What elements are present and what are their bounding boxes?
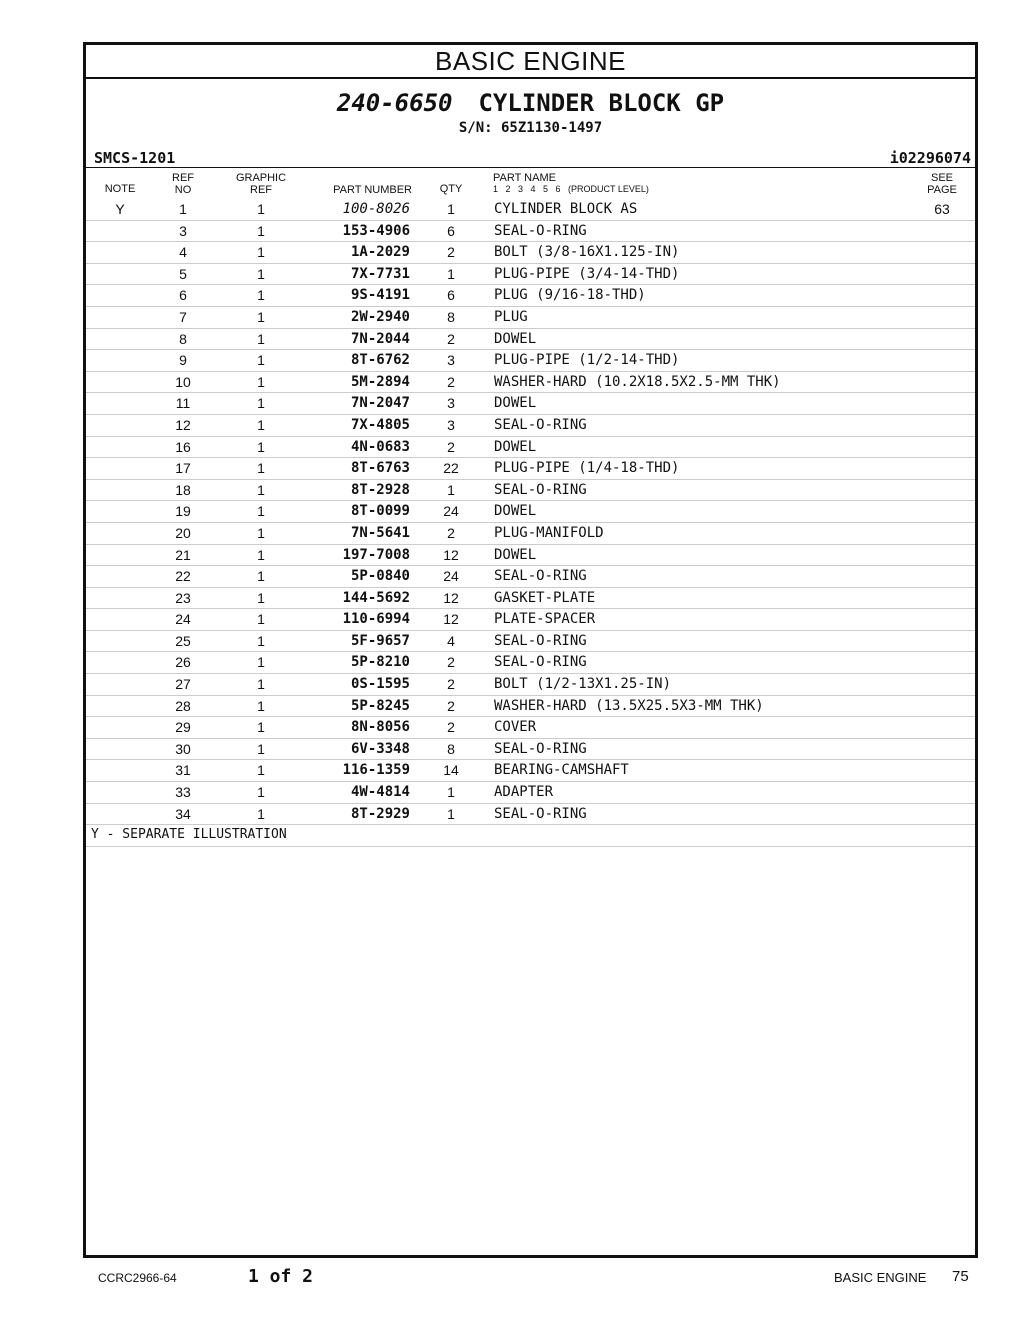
ref-no-cell: 26 [175,654,191,671]
graphic-ref-cell: 1 [257,287,265,304]
part-name-cell: DOWEL [494,503,537,520]
part-number-cell: 8T-2929 [350,805,410,822]
group-name: CYLINDER BLOCK GP [478,89,725,117]
col-ref-bottom: NO [174,184,192,196]
ref-no-cell: 21 [175,546,191,563]
ref-no-cell: 8 [179,330,187,347]
part-name-cell: SEAL-O-RING [494,740,587,757]
col-qty: QTY [439,183,463,195]
qty-cell: 2 [447,719,455,736]
qty-cell: 8 [447,740,455,757]
graphic-ref-cell: 1 [257,740,265,757]
part-number-cell: 2W-2940 [350,308,410,325]
part-name-cell: CYLINDER BLOCK AS [494,201,638,217]
ref-no-cell: 7 [179,308,187,325]
qty-cell: 24 [443,568,459,585]
table-row [86,458,975,480]
part-name-cell: BOLT (3/8-16X1.125-IN) [494,244,680,261]
graphic-ref-cell: 1 [257,416,265,433]
part-name-cell: DOWEL [494,438,537,455]
graphic-ref-cell: 1 [257,330,265,347]
graphic-ref-cell: 1 [257,460,265,477]
ref-no-cell: 4 [179,244,187,261]
ref-no-cell: 16 [175,438,191,455]
part-name-cell: SEAL-O-RING [494,654,587,671]
qty-cell: 22 [443,460,459,477]
table-row [86,588,975,610]
table-row [86,221,975,243]
ref-no-cell: 6 [179,287,187,304]
part-number-cell: 7X-4805 [350,416,410,433]
ref-no-cell: 17 [175,460,191,477]
smcs-code: SMCS-1201 [94,149,176,167]
qty-cell: 12 [443,589,459,606]
table-row [86,545,975,567]
col-graphic-bottom: REF [250,184,272,196]
table-row [86,285,975,307]
graphic-ref-cell: 1 [257,352,265,369]
ref-no-cell: 22 [175,568,191,585]
part-name-cell: PLUG-MANIFOLD [494,524,604,541]
part-number-cell: 153-4906 [342,222,410,239]
col-part-number: PART NUMBER [333,184,412,196]
part-number-cell: 9S-4191 [350,287,410,304]
part-number-cell: 197-7008 [342,546,410,563]
section-title: BASIC ENGINE [86,45,975,79]
qty-cell: 2 [447,654,455,671]
graphic-ref-cell: 1 [257,244,265,261]
table-row [86,696,975,718]
part-name-cell: PLUG-PIPE (3/4-14-THD) [494,265,680,282]
graphic-ref-cell: 1 [257,373,265,390]
col-part-name: PART NAME [493,172,556,184]
doc-code: CCRC2966-64 [98,1271,177,1285]
part-number-cell: 8T-0099 [350,503,410,520]
qty-cell: 2 [447,524,455,541]
table-row [86,523,975,545]
part-name-cell: GASKET-PLATE [494,589,596,606]
table-row [86,372,975,394]
table-row [86,199,975,221]
graphic-ref-cell: 1 [257,611,265,628]
part-name-cell: COVER [494,719,537,736]
note-legend: Y - SEPARATE ILLUSTRATION [86,825,975,847]
part-name-cell: WASHER-HARD (10.2X18.5X2.5-MM THK) [494,373,781,390]
graphic-ref-cell: 1 [257,201,265,217]
part-name-cell: PLUG-PIPE (1/4-18-THD) [494,460,680,477]
part-number-cell: 8T-6763 [350,460,410,477]
qty-cell: 6 [447,222,455,239]
page-footer [0,1266,1020,1290]
ref-no-cell: 30 [175,740,191,757]
part-number-cell: 7N-2047 [350,395,410,412]
qty-cell: 2 [447,697,455,714]
table-row [86,760,975,782]
serial-number: S/N: 65Z1130-1497 [458,120,603,136]
graphic-ref-cell: 1 [257,697,265,714]
part-name-cell: SEAL-O-RING [494,222,587,239]
part-name-cell: PLUG [494,308,528,325]
part-number-cell: 110-6994 [342,611,410,628]
ref-no-cell: 3 [179,222,187,239]
table-row [86,307,975,329]
page-of: 1 of 2 [248,1266,314,1287]
ref-no-cell: 18 [175,481,191,498]
table-row [86,782,975,804]
graphic-ref-cell: 1 [257,654,265,671]
graphic-ref-cell: 1 [257,719,265,736]
table-row [86,415,975,437]
table-row [86,329,975,351]
qty-cell: 1 [447,805,455,822]
ref-no-cell: 1 [179,201,187,217]
col-see-top: SEE [930,172,953,184]
qty-cell: 2 [447,676,455,693]
qty-cell: 1 [447,201,455,217]
part-number-cell: 5P-8210 [350,654,410,671]
part-number-cell: 1A-2029 [350,244,410,261]
ref-no-cell: 28 [175,697,191,714]
part-name-cell: PLUG (9/16-18-THD) [494,287,646,304]
parts-table [86,199,975,847]
graphic-ref-cell: 1 [257,265,265,282]
qty-cell: 1 [447,784,455,801]
graphic-ref-cell: 1 [257,222,265,239]
part-number-cell: 8N-8056 [350,719,410,736]
part-name-cell: SEAL-O-RING [494,568,587,585]
part-number-cell: 100-8026 [342,201,410,217]
part-number-cell: 8T-2928 [350,481,410,498]
graphic-ref-cell: 1 [257,503,265,520]
col-note: NOTE [104,183,136,195]
part-name-cell: SEAL-O-RING [494,805,587,822]
part-name-cell: DOWEL [494,546,537,563]
part-name-cell: BEARING-CAMSHAFT [494,762,629,779]
graphic-ref-cell: 1 [257,481,265,498]
table-row [86,739,975,761]
part-name-cell: ADAPTER [494,784,554,801]
part-name-cell: DOWEL [494,395,537,412]
table-row [86,652,975,674]
qty-cell: 14 [443,762,459,779]
ref-no-cell: 29 [175,719,191,736]
graphic-ref-cell: 1 [257,546,265,563]
graphic-ref-cell: 1 [257,438,265,455]
table-row [86,804,975,826]
part-number-cell: 5M-2894 [350,373,410,390]
see-page-cell: 63 [934,201,950,217]
qty-cell: 1 [447,481,455,498]
graphic-ref-cell: 1 [257,524,265,541]
qty-cell: 2 [447,244,455,261]
table-row [86,393,975,415]
ref-no-cell: 11 [175,395,191,412]
part-number-cell: 8T-6762 [350,352,410,369]
part-number-cell: 6V-3348 [350,740,410,757]
part-name-cell: PLUG-PIPE (1/2-14-THD) [494,352,680,369]
graphic-ref-cell: 1 [257,568,265,585]
qty-cell: 2 [447,373,455,390]
graphic-ref-cell: 1 [257,805,265,822]
graphic-ref-cell: 1 [257,676,265,693]
graphic-ref-cell: 1 [257,395,265,412]
part-number-cell: 4N-0683 [350,438,410,455]
col-ref-top: REF [172,172,194,184]
qty-cell: 2 [447,330,455,347]
table-row [86,609,975,631]
qty-cell: 24 [443,503,459,520]
part-name-cell: DOWEL [494,330,537,347]
ref-no-cell: 25 [175,632,191,649]
table-row [86,480,975,502]
ref-no-cell: 34 [175,805,191,822]
part-name-cell: BOLT (1/2-13X1.25-IN) [494,676,672,693]
part-number-cell: 5P-8245 [350,697,410,714]
col-see-bottom: PAGE [927,184,957,196]
page-number: 75 [952,1268,969,1285]
column-headers [86,167,975,200]
graphic-ref-cell: 1 [257,632,265,649]
note-cell: Y [115,201,125,217]
part-number-cell: 0S-1595 [350,676,410,693]
ref-no-cell: 5 [179,265,187,282]
graphic-ref-cell: 1 [257,308,265,325]
part-number-cell: 5F-9657 [350,632,410,649]
table-row [86,717,975,739]
footer-section: BASIC ENGINE [834,1270,927,1285]
ref-no-cell: 12 [175,416,191,433]
part-name-cell: PLATE-SPACER [494,611,596,628]
table-row [86,501,975,523]
ref-no-cell: 27 [175,676,191,693]
part-number-cell: 144-5692 [342,589,410,606]
group-title [86,89,975,117]
ref-no-cell: 31 [175,762,191,779]
part-name-cell: SEAL-O-RING [494,416,587,433]
table-row [86,242,975,264]
part-number-cell: 7N-2044 [350,330,410,347]
qty-cell: 3 [447,395,455,412]
qty-cell: 3 [447,416,455,433]
qty-cell: 6 [447,287,455,304]
codes-bar [86,147,975,167]
part-number-cell: 4W-4814 [350,784,410,801]
graphic-ref-cell: 1 [257,784,265,801]
table-row [86,437,975,459]
qty-cell: 8 [447,308,455,325]
col-product-level: 1 2 3 4 5 6 (PRODUCT LEVEL) [493,184,649,194]
illustration-id: i02296074 [889,149,971,167]
part-number-cell: 7X-7731 [350,265,410,282]
part-number-cell: 5P-0840 [350,568,410,585]
part-name-cell: WASHER-HARD (13.5X25.5X3-MM THK) [494,697,764,714]
qty-cell: 12 [443,546,459,563]
ref-no-cell: 24 [175,611,191,628]
table-row [86,566,975,588]
table-row [86,674,975,696]
qty-cell: 4 [447,632,455,649]
ref-no-cell: 33 [175,784,191,801]
ref-no-cell: 10 [175,373,191,390]
table-row [86,350,975,372]
table-row [86,264,975,286]
col-graphic-top: GRAPHIC [235,172,287,184]
part-number-cell: 116-1359 [342,762,410,779]
part-name-cell: SEAL-O-RING [494,481,587,498]
ref-no-cell: 9 [179,352,187,369]
graphic-ref-cell: 1 [257,762,265,779]
qty-cell: 12 [443,611,459,628]
qty-cell: 2 [447,438,455,455]
part-number-cell: 7N-5641 [350,524,410,541]
qty-cell: 3 [447,352,455,369]
table-row [86,631,975,653]
part-name-cell: SEAL-O-RING [494,632,587,649]
qty-cell: 1 [447,265,455,282]
group-number: 240-6650 [336,89,453,117]
ref-no-cell: 20 [175,524,191,541]
ref-no-cell: 23 [175,589,191,606]
graphic-ref-cell: 1 [257,589,265,606]
ref-no-cell: 19 [175,503,191,520]
parts-page-frame [83,42,978,1258]
